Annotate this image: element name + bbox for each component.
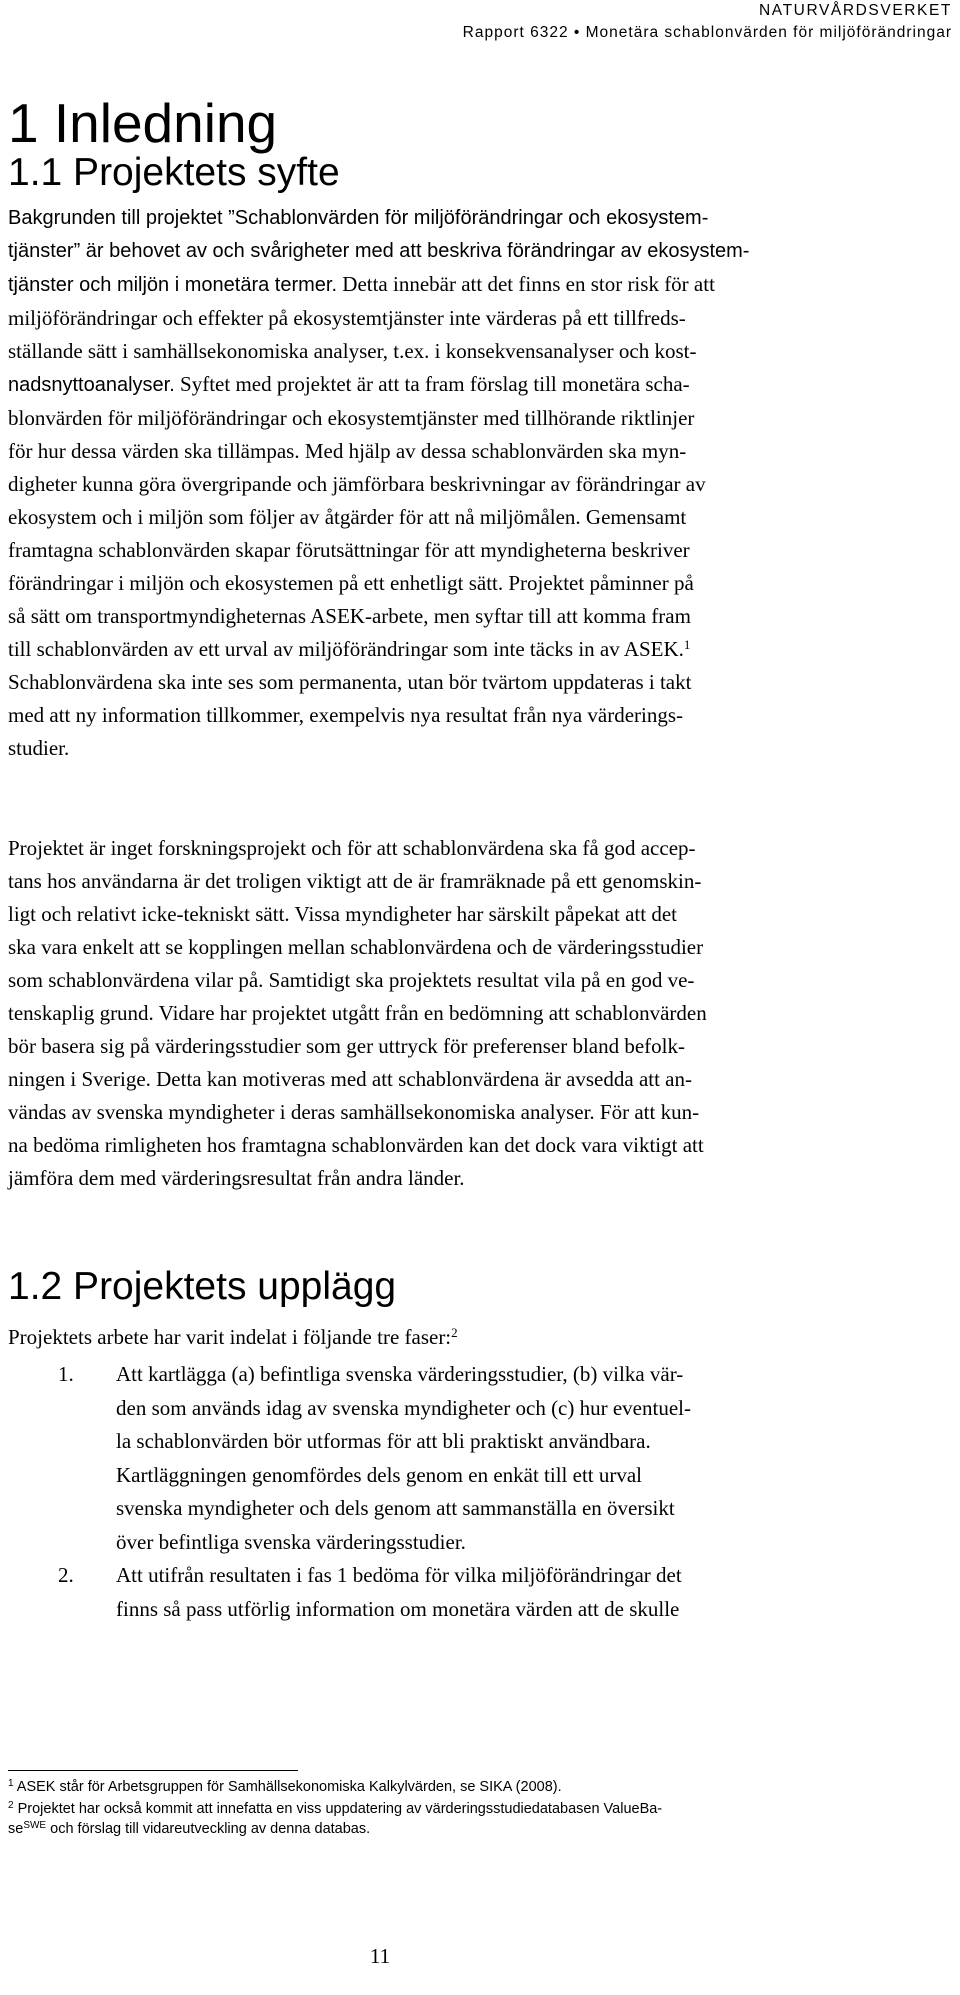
list-item [58,1358,918,1559]
footnote-text: ASEK står för Arbetsgruppen för Samhällsekonomiska Kalkylvärden, se SIKA (2008). [16,1779,562,1795]
footnote-2: $^2$ Projektet har också kommit att innefatta en viss uppdatering av värderingsstudiedatabasen ValueBa- $se^{SWE}$ och förslag till vidareutveckling av denna databas. [8,1800,663,1837]
running-header [463,0,952,44]
text-line: ningen i Sverige. Detta kan motiveras med att schablonvärdena är avsedda att an- [8,1067,692,1091]
text-line: miljöförändringar och effekter på ekosystemtjänster inte värderas på ett tillfreds- [8,306,686,330]
list-item [58,1559,918,1626]
header-organization: NATURVÅRDSVERKET [759,2,952,19]
text-line: blonvärden för miljöförändringar och ekosystemtjänster med tillhörande riktlinjer [8,406,695,430]
text-line: framtagna schablonvärden skapar förutsättningar för att myndigheterna beskriver [8,538,690,562]
text-line: Kartläggningen genomfördes dels genom en enkät till ett urval [116,1462,643,1487]
section-1-1-title: 1.1 Projektets syfte [8,151,340,194]
text-line: ligt och relativt icke-tekniskt sätt. Vissa myndigheter har särskilt påpekat att det [8,902,678,926]
text-line: svenska myndigheter och dels genom att sammanställa en översikt [116,1496,675,1520]
footnote-ref-1: 1 [683,637,691,652]
text-line: bör basera sig på värderingsstudier som ger uttryck för preferenser bland befolk- [8,1034,686,1058]
text-line: finns så pass utförlig information om monetära värden att de skulle [116,1596,680,1621]
text-line: så sätt om transportmyndigheternas ASEK-arbete, men syftar till att komma fram [8,604,691,628]
text-line: vändas av svenska myndigheter i deras samhällsekonomiska analyser. För att kun- [8,1100,700,1124]
footnote-text: Projektet har också kommit att innefatta en viss uppdatering av värderingsstudiedatabasen ValueBa- [17,1801,663,1817]
chapter-title: 1 Inledning [8,92,278,154]
section-1-1-paragraph-2 [8,832,953,1195]
list-item-text [116,1559,918,1626]
list-number: 2. [58,1563,74,1587]
footnote-mark: 2 [8,1800,14,1811]
paragraph [8,832,953,1195]
text-line: nadsnyttoanalyser. Syftet med projektet är att ta fram förslag till monetära scha- [8,372,690,396]
text-line: la schablonvärden bör utformas för att bli praktiskt användbara. [116,1429,651,1453]
text-line: ska vara enkelt att se kopplingen mellan schablonvärdena och de värderingsstudier [8,935,704,959]
footnotes [8,1777,948,1841]
text-line: med att ny information tillkommer, exempelvis nya resultat från nya värderings- [8,703,684,727]
text-line: ekosystem och i miljön som följer av åtgärder för att nå miljömålen. Gemensamt [8,505,687,529]
footnote-superscript: SWE [23,1820,47,1831]
text-line: tans hos användarna är det troligen viktigt att de är framräknade på ett genomskin- [8,869,702,893]
paragraph [8,202,953,765]
text-line: för hur dessa värden ska tillämpas. Med hjälp av dessa schablonvärden ska myn- [8,439,687,463]
text-line: över befintliga svenska värderingsstudier. [116,1529,466,1554]
text-line: tjänster och miljön i monetära termer. Detta innebär att det finns en stor risk för att [8,272,715,296]
page-number: 11 [369,1944,391,1968]
text-line: jämföra dem med värderingsresultat från andra länder. [8,1166,465,1190]
header-report-line: Rapport 6322 • Monetära schablonvärden för miljöförändringar [462,24,952,41]
text-line: Bakgrunden till projektet ”Schablonvärden för miljöförändringar och ekosystem- [8,207,709,229]
text-line: Att kartlägga (a) befintliga svenska värderingsstudier, (b) vilka vär- [116,1362,684,1386]
list-item-text [116,1358,918,1559]
text-line: Projektet är inget forskningsprojekt och för att schablonvärdena ska få god accep- [8,836,696,860]
text-line: förändringar i miljön och ekosystemen på ett enhetligt sätt. Projektet påminner på [8,571,694,595]
text-line: ställande sätt i samhällsekonomiska analyser, t.ex. i konsekvensanalyser och kost- [8,339,697,363]
text-line: Att utifrån resultaten i fas 1 bedöma för vilka miljöförändringar det [116,1563,682,1587]
footnote-ref-2: 2 [451,1325,458,1340]
list-number: 1. [58,1362,74,1386]
footnote-mark: 1 [8,1778,14,1789]
text-line: tenskaplig grund. Vidare har projektet utgått från en bedömning att schablonvärden [8,1001,707,1025]
text-line: som schablonvärdena vilar på. Samtidigt ska projektets resultat vila på en god ve- [8,968,695,992]
footnote-divider [8,1770,298,1771]
section-1-2-title: 1.2 Projektets upplägg [8,1265,397,1308]
text-line: tjänster” är behovet av och svårigheter med att beskriva förändringar av ekosystem- [8,240,750,262]
section-1-1-paragraph-1 [8,202,953,765]
text-line: till schablonvärden av ett urval av miljöförändringar som inte täcks in av ASEK.$^1$ [8,637,691,661]
text-line: na bedöma rimligheten hos framtagna schablonvärden kan det dock vara viktigt att [8,1133,704,1157]
phase-list [58,1358,918,1626]
text-line: studier. [8,736,70,760]
section-1-2-intro: Projektets arbete har varit indelat i följande tre faser:$^2$ [8,1325,458,1349]
text-line: digheter kunna göra övergripande och jämförbara beskrivningar av förändringar av [8,472,706,496]
footnote-1 [8,1777,948,1797]
text-line: Schablonvärdena ska inte ses som permanenta, utan bör tvärtom uppdateras i takt [8,670,692,694]
text-line: den som används idag av svenska myndigheter och (c) hur eventuel- [116,1395,691,1420]
